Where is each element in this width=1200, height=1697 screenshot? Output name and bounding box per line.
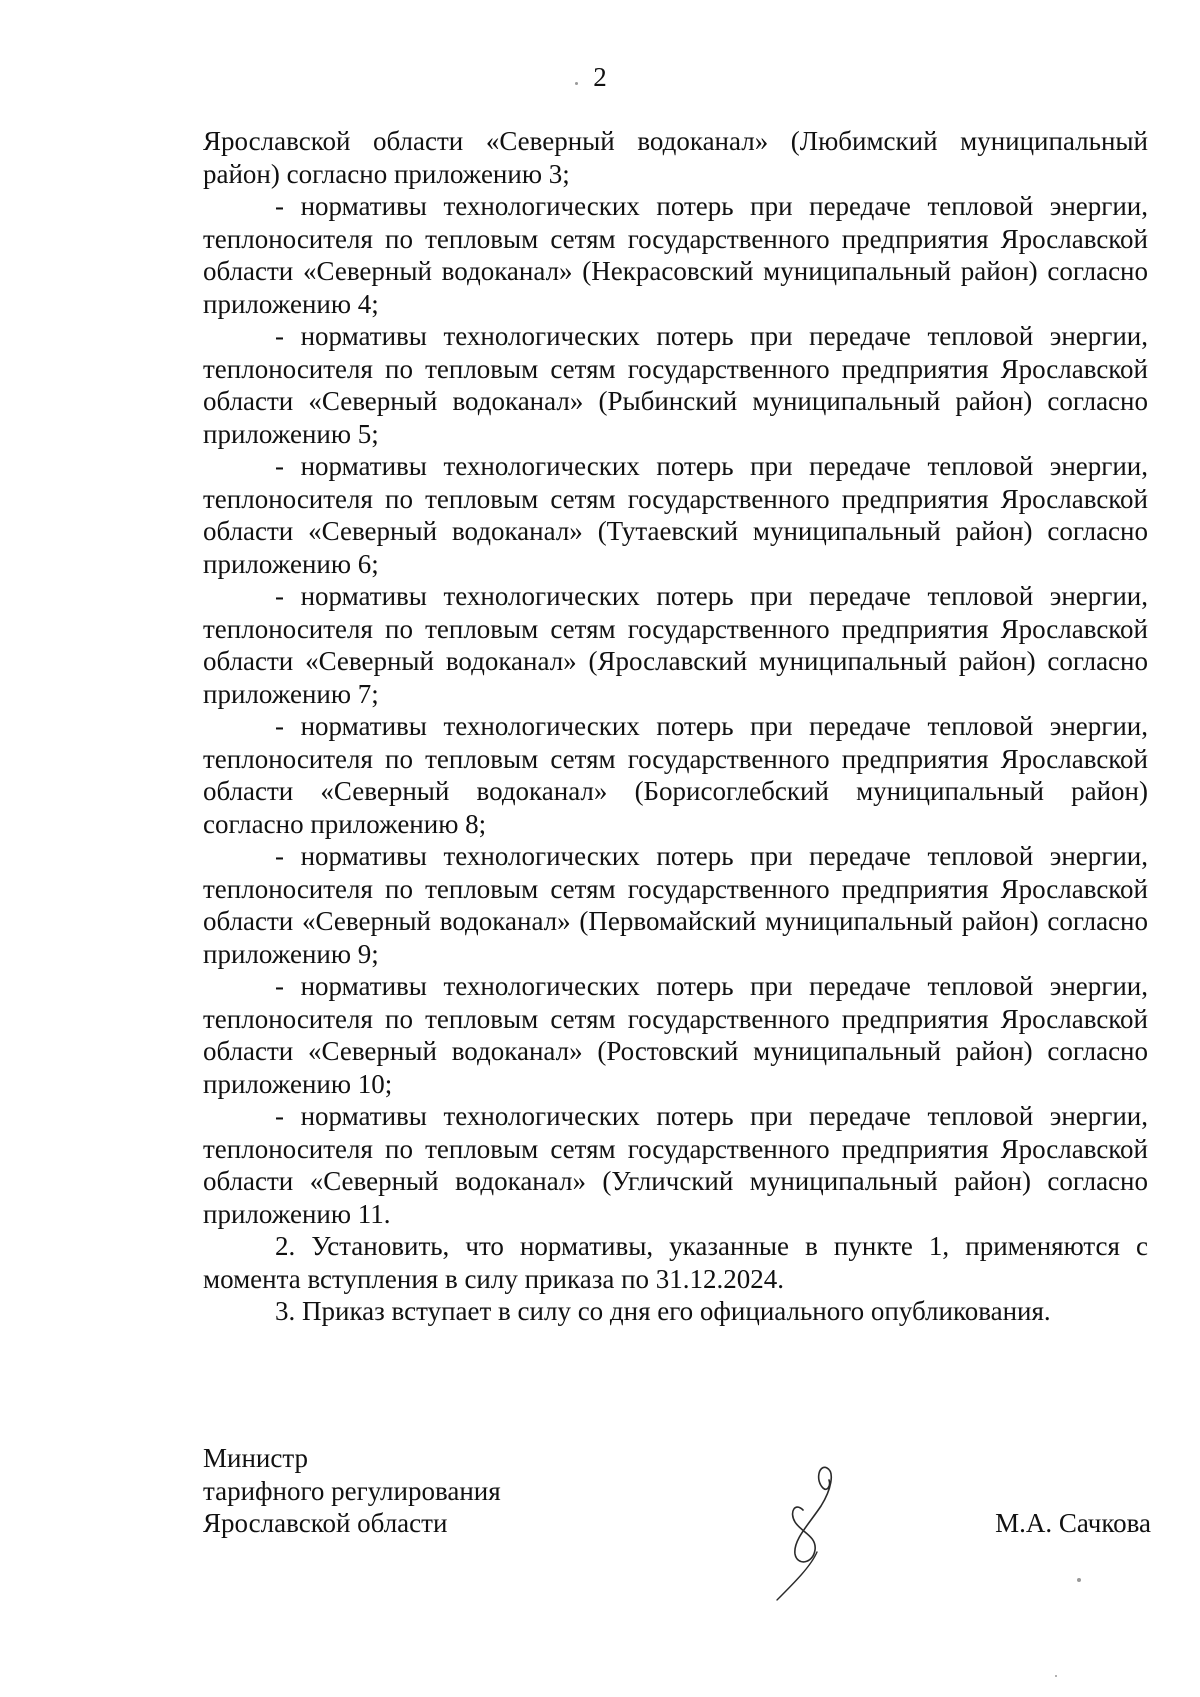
signer-title-line: Ярославской области [203, 1508, 448, 1538]
signer-title-line: тарифного регулирования [203, 1475, 501, 1506]
paragraph-appendix-5: - нормативы технологических потерь при передаче тепловой энергии, теплоносителя по тепловым сетям государственного предприятия Ярославской области «Северный водоканал» (Рыбинский муниципальный район) согласно приложению 5; [203, 321, 1148, 449]
paragraph-continuation: Ярославской области «Северный водоканал» (Любимский муниципальный район) согласно приложению 3; [203, 126, 1148, 189]
paragraph-appendix-6: - нормативы технологических потерь при передаче тепловой энергии, теплоносителя по тепловым сетям государственного предприятия Ярославской области «Северный водоканал» (Тутаевский муниципальный район) согласно приложению 6; [203, 451, 1148, 579]
handwritten-signature [765, 1440, 875, 1605]
paragraph-appendix-9: - нормативы технологических потерь при передаче тепловой энергии, теплоносителя по тепловым сетям государственного предприятия Ярославской области «Северный водоканал» (Первомайский муниципальный район) согласно приложению 9; [203, 841, 1148, 969]
paragraph-appendix-10: - нормативы технологических потерь при передаче тепловой энергии, теплоносителя по тепловым сетям государственного предприятия Ярославской области «Северный водоканал» (Ростовский муниципальный район) согласно приложению 10; [203, 971, 1148, 1099]
paragraph-clause-3: 3. Приказ вступает в силу со дня его официального опубликования. [275, 1296, 1051, 1326]
signer-title-line: Министр [203, 1443, 308, 1473]
scan-speck [1055, 1675, 1057, 1677]
paragraph-clause-2: 2. Установить, что нормативы, указанные в пункте 1, применяются с момента вступления в силу приказа по 31.12.2024. [203, 1231, 1148, 1294]
paragraph-appendix-4: - нормативы технологических потерь при передаче тепловой энергии, теплоносителя по тепловым сетям государственного предприятия Ярославской области «Северный водоканал» (Некрасовский муниципальный район) согласно приложению 4; [203, 191, 1148, 319]
scan-speck [1077, 1578, 1081, 1582]
signer-name: М.А. Сачкова [995, 1508, 1151, 1538]
scan-speck [575, 82, 578, 85]
paragraph-appendix-11: - нормативы технологических потерь при передаче тепловой энергии, теплоносителя по тепловым сетям государственного предприятия Ярославской области «Северный водоканал» (Угличский муниципальный район) согласно приложению 11. [203, 1101, 1148, 1229]
paragraph-appendix-8: - нормативы технологических потерь при передаче тепловой энергии, теплоносителя по тепловым сетям государственного предприятия Ярославской области «Северный водоканал» (Борисоглебский муниципальный район) согласно приложению 8; [203, 711, 1148, 839]
signer-title [203, 1442, 501, 1540]
paragraph-appendix-7: - нормативы технологических потерь при передаче тепловой энергии, теплоносителя по тепловым сетям государственного предприятия Ярославской области «Северный водоканал» (Ярославский муниципальный район) согласно приложению 7; [203, 581, 1148, 709]
page-number: 2 [593, 62, 607, 92]
document-body [203, 125, 1148, 1328]
